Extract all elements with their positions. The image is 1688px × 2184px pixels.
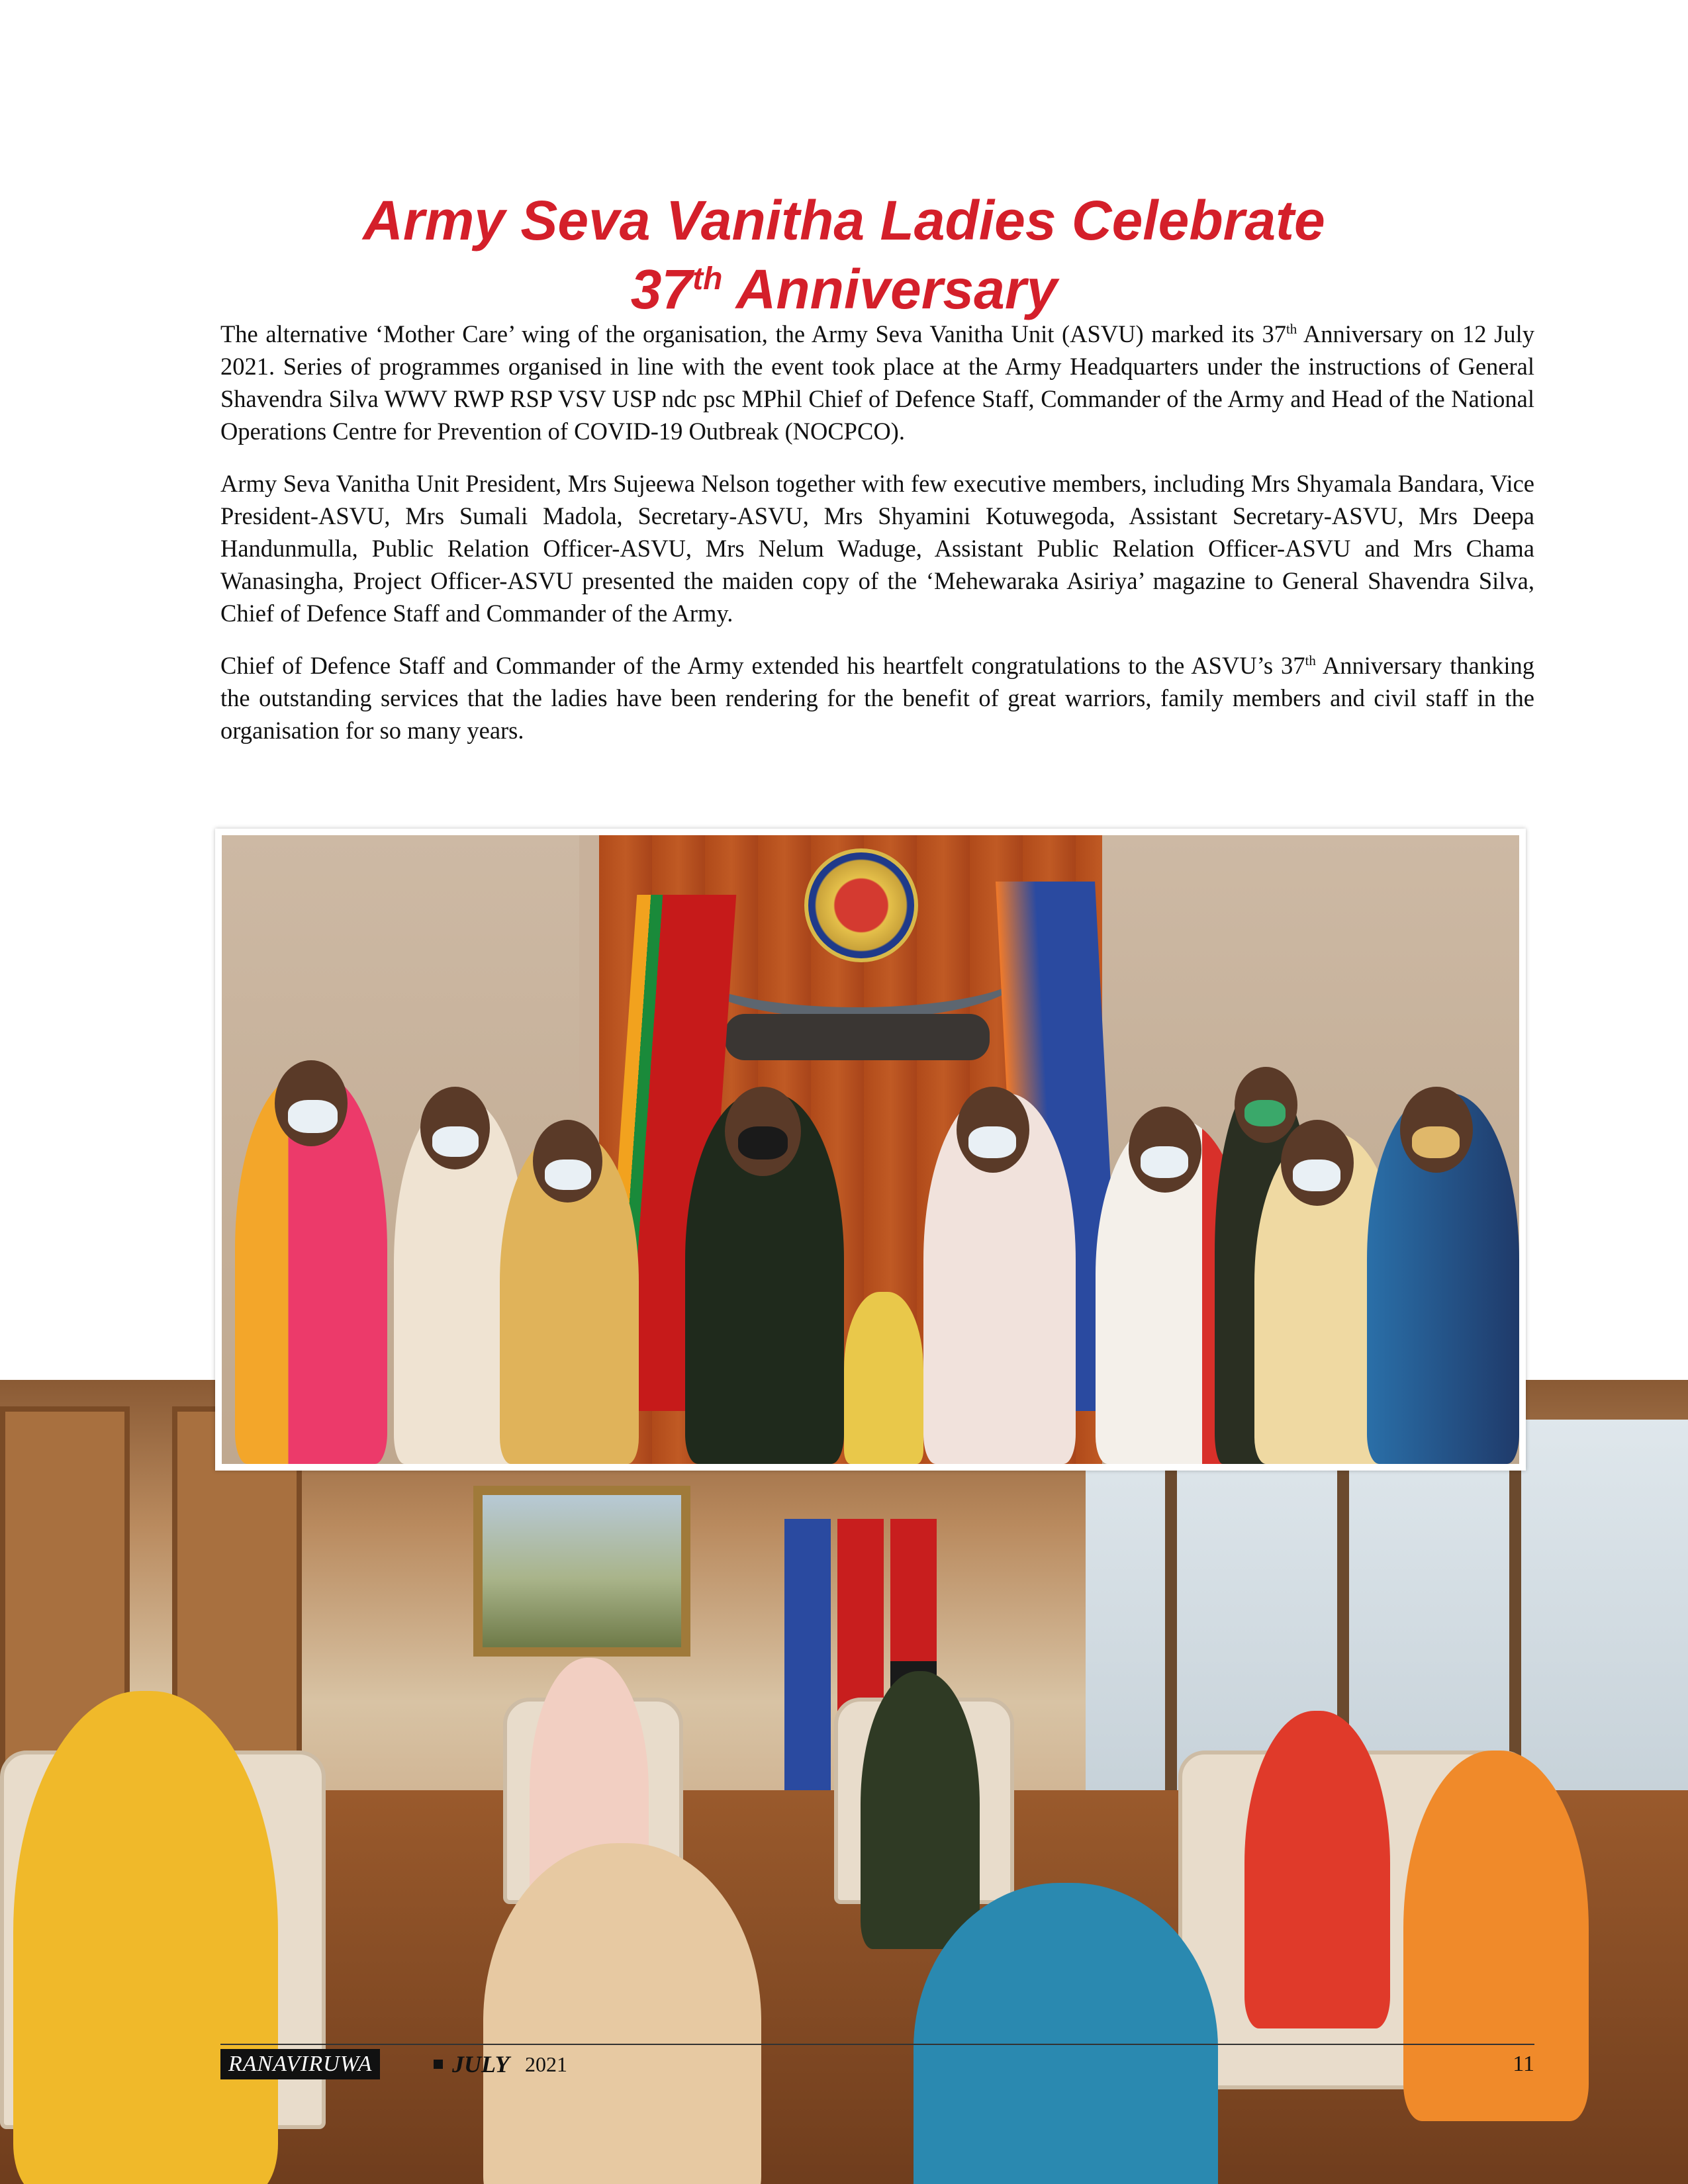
paragraph-3-part-b: Anniversary thanking the outstanding services that the ladies have been rendering for the benefit of great warriors, family members and civil staff in the organisation for so many years.	[220, 652, 1534, 744]
paragraph-1-ordinal: th	[1286, 320, 1297, 337]
issue-month: JULY	[452, 2051, 510, 2077]
paragraph-3	[220, 649, 1534, 747]
paragraph-3-part-a: Chief of Defence Staff and Commander of the Army extended his heartfelt congratulations to the ASVU’s 37	[220, 652, 1305, 679]
army-crest-emblem	[804, 848, 918, 962]
title-anniversary-word: Anniversary	[722, 258, 1058, 321]
article-body	[220, 318, 1534, 766]
magazine-presentation-photo	[215, 829, 1526, 1471]
footer-rule	[220, 2044, 1534, 2045]
issue-year: 2021	[525, 2052, 567, 2076]
magazine-copy	[844, 1292, 923, 1464]
seated-lady-red	[1244, 1711, 1390, 2028]
army-crest-scroll	[725, 1014, 990, 1060]
paragraph-2: Army Seva Vanitha Unit President, Mrs Sujeewa Nelson together with few executive members, including Mrs Shyamala Bandara, Vice President-ASVU, Mrs Sumali Madola, Secretary-ASVU, Mrs Shyamini Kotuwegoda, Assistant Secretary-ASVU, Mrs Deepa Handunmulla, Public Relation Officer-ASVU, Mrs Nelum Waduge, Assistant Public Relation Officer-ASVU and Mrs Chama Wanasingha, Project Officer-ASVU presented the maiden copy of the ‘Mehewaraka Asiriya’ magazine to General Shavendra Silva, Chief of Defence Staff and Commander of the Army.	[220, 470, 1534, 627]
title-ordinal-suffix: th	[692, 261, 723, 297]
article-title	[0, 186, 1688, 324]
paragraph-1	[220, 318, 1534, 447]
title-anniversary-number: 37	[630, 258, 693, 321]
seated-lady-yellow-saree	[13, 1691, 278, 2184]
page-footer	[220, 2044, 1534, 2077]
lady-back-view-left	[483, 1843, 761, 2184]
seated-army-commander	[861, 1671, 980, 1949]
footer-bullet-square	[434, 2060, 443, 2069]
magazine-name: RANAVIRUWA	[220, 2049, 380, 2079]
page-number: 11	[1513, 2052, 1534, 2076]
paragraph-1-part-a: The alternative ‘Mother Care’ wing of the organisation, the Army Seva Vanitha Unit (ASVU) marked its 37	[220, 320, 1286, 347]
paragraph-1-part-b: Anniversary on 12 July 2021. Series of programmes organised in line with the event took place at the Army Headquarters under the instructions of General Shavendra Silva WWV RWP RSP VSV USP ndc psc MPhil Chief of Defence Staff, Commander of the Army and Head of the National Operations Centre for Prevention of COVID-19 Outbreak (NOCPCO).	[220, 320, 1534, 445]
landscape-painting	[473, 1486, 690, 1657]
flag-blue	[784, 1519, 831, 1803]
title-line-1: Army Seva Vanitha Ladies Celebrate	[363, 189, 1325, 252]
lady-back-view-blue	[914, 1883, 1218, 2184]
paragraph-3-ordinal: th	[1305, 652, 1316, 668]
